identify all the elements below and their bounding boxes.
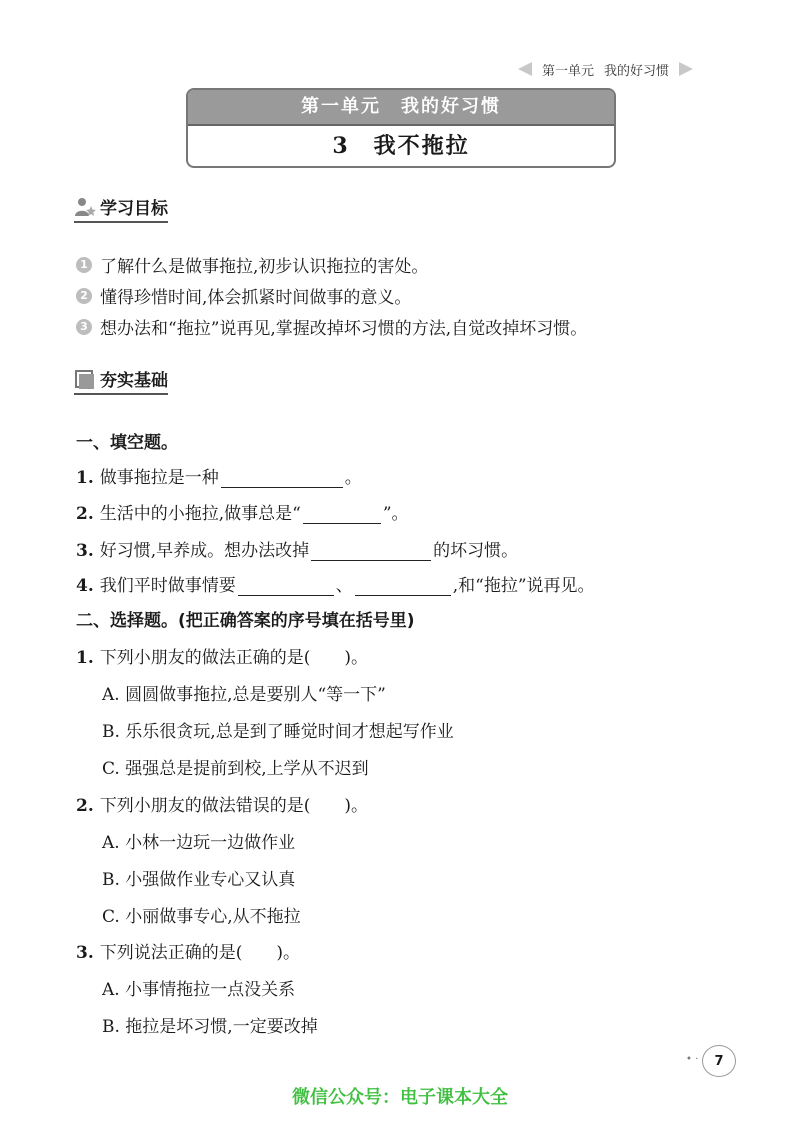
option-c[interactable]: C. 小丽做事专心,从不拖拉 xyxy=(102,907,301,927)
objective-text: 想办法和“拖拉”说再见,掌握改掉坏习惯的方法,自觉改掉坏习惯。 xyxy=(100,319,588,339)
question-text: ”。 xyxy=(382,504,409,524)
answer-blank[interactable] xyxy=(311,542,431,561)
question-number: 3. xyxy=(76,943,94,963)
choice-question-2 xyxy=(76,791,368,816)
option-a[interactable]: A. 小林一边玩一边做作业 xyxy=(102,833,296,853)
question-number: 1. xyxy=(76,468,94,488)
fill-question-1 xyxy=(76,463,362,488)
question-number: 3. xyxy=(76,541,94,561)
question-text: 生活中的小拖拉,做事总是“ xyxy=(99,504,301,524)
number-marker: 1 xyxy=(76,257,92,273)
page-dots-icon: • · xyxy=(686,1054,699,1065)
fill-question-3 xyxy=(76,536,518,561)
objectives-heading xyxy=(74,194,168,223)
book-icon xyxy=(74,369,96,389)
objective-item xyxy=(76,314,587,339)
fill-question-2 xyxy=(76,499,409,524)
question-text: 好习惯,早养成。想办法改掉 xyxy=(99,541,310,561)
part2-heading: 二、选择题。(把正确答案的序号填在括号里) xyxy=(76,611,415,631)
question-text: 做事拖拉是一种 xyxy=(99,468,219,488)
option-a[interactable]: A. 小事情拖拉一点没关系 xyxy=(102,980,296,1000)
watermark-text: 微信公众号：电子课本大全 xyxy=(292,1087,508,1108)
running-header xyxy=(518,58,728,80)
question-text: 的坏习惯。 xyxy=(433,541,519,561)
page-number: 7 xyxy=(702,1045,736,1077)
lesson-title-box xyxy=(186,88,616,168)
foundation-heading xyxy=(74,366,168,395)
question-number: 2. xyxy=(76,504,94,524)
choice-question-3 xyxy=(76,938,300,963)
option-a[interactable]: A. 圆圆做事拖拉,总是要别人“等一下” xyxy=(102,685,386,705)
objective-text: 了解什么是做事拖拉,初步认识拖拉的害处。 xyxy=(100,257,429,277)
question-number: 1. xyxy=(76,648,94,668)
number-marker: 3 xyxy=(76,319,92,335)
question-text: ,和“拖拉”说再见。 xyxy=(452,576,595,596)
foundation-label: 夯实基础 xyxy=(100,371,168,391)
question-stem: 下列说法正确的是( )。 xyxy=(99,943,301,963)
answer-blank[interactable] xyxy=(355,577,451,596)
objective-text: 懂得珍惜时间,体会抓紧时间做事的意义。 xyxy=(100,288,412,308)
question-text: 我们平时做事情要 xyxy=(99,576,236,596)
answer-blank[interactable] xyxy=(238,577,334,596)
option-b[interactable]: B. 拖拉是坏习惯,一定要改掉 xyxy=(102,1017,318,1037)
question-number: 4. xyxy=(76,576,94,596)
person-star-icon xyxy=(74,197,96,217)
question-text: 、 xyxy=(335,576,353,596)
lesson-title: 3 我不拖拉 xyxy=(332,133,470,159)
unit-title: 第一单元 我的好习惯 xyxy=(188,90,614,126)
objectives-label: 学习目标 xyxy=(100,199,168,219)
fill-question-4 xyxy=(76,571,595,596)
option-b[interactable]: B. 小强做作业专心又认真 xyxy=(102,870,296,890)
triangle-right-icon xyxy=(679,62,693,76)
question-stem: 下列小朋友的做法正确的是( )。 xyxy=(99,648,369,668)
question-stem: 下列小朋友的做法错误的是( )。 xyxy=(99,796,369,816)
answer-blank[interactable] xyxy=(303,505,381,524)
answer-blank[interactable] xyxy=(221,469,343,488)
part1-heading: 一、填空题。 xyxy=(76,433,178,453)
question-text: 。 xyxy=(344,468,362,488)
objective-item xyxy=(76,283,411,308)
option-b[interactable]: B. 乐乐很贪玩,总是到了睡觉时间才想起写作业 xyxy=(102,722,454,742)
option-c[interactable]: C. 强强总是提前到校,上学从不迟到 xyxy=(102,759,369,779)
triangle-left-icon xyxy=(518,62,532,76)
objective-item xyxy=(76,252,428,277)
header-unit-theme: 我的好习惯 xyxy=(604,63,670,79)
choice-question-1 xyxy=(76,643,368,668)
number-marker: 2 xyxy=(76,288,92,304)
question-number: 2. xyxy=(76,796,94,816)
header-unit: 第一单元 xyxy=(542,63,595,79)
